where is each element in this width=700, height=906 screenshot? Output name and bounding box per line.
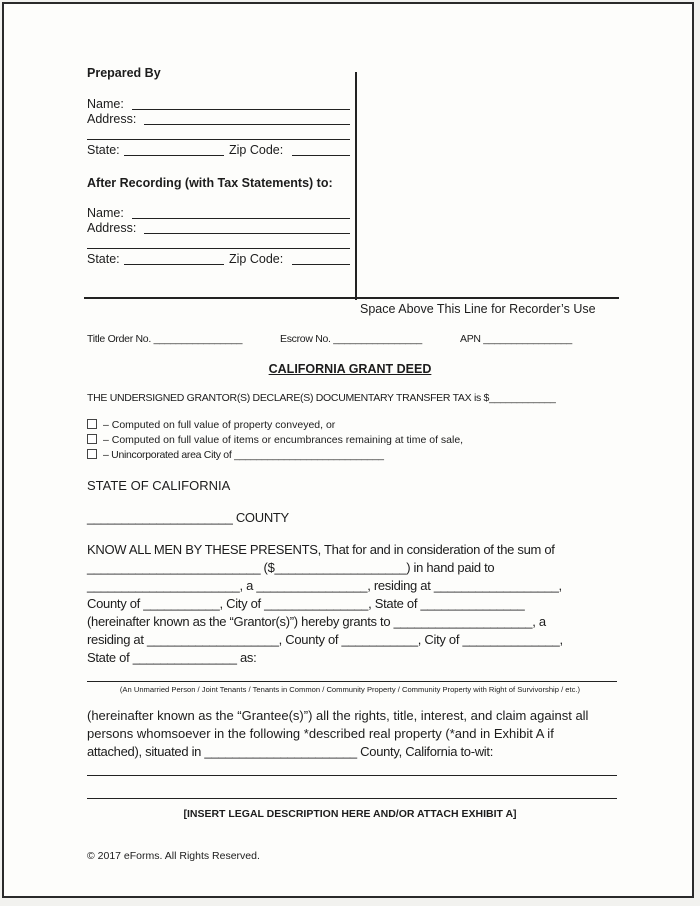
ownership-type-note: (An Unmarried Person / Joint Tenants / Tenants in Common / Community Property / Community Property with Right of Survivorship / etc.)	[119, 685, 581, 694]
recording-name-label: Name:	[87, 206, 124, 220]
checkbox-icon[interactable]	[87, 449, 97, 459]
recorder-divider-vertical	[355, 72, 357, 300]
prepared-address-label: Address:	[87, 112, 137, 126]
deed-title: CALIFORNIA GRANT DEED	[268, 362, 432, 376]
vesting-field[interactable]	[87, 681, 617, 682]
checkbox-icon[interactable]	[87, 434, 97, 444]
transfer-tax-line[interactable]: THE UNDERSIGNED GRANTOR(S) DECLARE(S) DOCUMENTARY TRANSFER TAX is $____________	[87, 392, 556, 404]
recorder-divider-horizontal	[84, 297, 619, 299]
checkbox-row-unincorporated[interactable]: – Unincorporated area City of ___________________________	[87, 449, 384, 461]
body-line-3[interactable]: ______________________, a ________________, residing at __________________,	[87, 578, 562, 593]
prepared-address-field[interactable]	[144, 124, 350, 125]
body-line-1: KNOW ALL MEN BY THESE PRESENTS, That for and in consideration of the sum of	[87, 542, 555, 557]
recording-zip-label: Zip Code:	[229, 252, 284, 266]
recording-state-field[interactable]	[124, 264, 224, 265]
grantee-line-2: persons whomsoever in the following *described real property (*and in Exhibit A if	[87, 726, 554, 741]
body-line-4[interactable]: County of ___________, City of _______________, State of _______________	[87, 596, 525, 611]
body-line-7[interactable]: State of _______________ as:	[87, 650, 257, 665]
recording-zip-field[interactable]	[292, 264, 350, 265]
body-line-2[interactable]: _________________________ ($___________________) in hand paid to	[87, 560, 495, 575]
checkbox-icon[interactable]	[87, 419, 97, 429]
prepared-state-label: State:	[87, 143, 120, 157]
body-line-6[interactable]: residing at ___________________, County of ___________, City of ______________,	[87, 632, 563, 647]
body-line-5[interactable]: (hereinafter known as the “Grantor(s)”) hereby grants to ____________________, a	[87, 614, 546, 629]
after-recording-heading: After Recording (with Tax Statements) to:	[87, 176, 333, 190]
recording-address-field[interactable]	[144, 233, 350, 234]
prepared-by-heading: Prepared By	[87, 66, 161, 80]
prepared-address-field-2[interactable]	[87, 139, 350, 140]
legal-description-instruction: [INSERT LEGAL DESCRIPTION HERE AND/OR ATTACH EXHIBIT A]	[183, 808, 517, 820]
grant-deed-page	[2, 2, 694, 898]
copyright-footer: © 2017 eForms. All Rights Reserved.	[87, 850, 260, 862]
county-line[interactable]: _____________________ COUNTY	[87, 510, 289, 525]
apn-field[interactable]: APN ________________	[460, 333, 572, 345]
legal-description-field-1[interactable]	[87, 775, 617, 776]
recorder-use-note: Space Above This Line for Recorder’s Use	[360, 302, 596, 316]
recording-name-field[interactable]	[132, 218, 350, 219]
escrow-field[interactable]: Escrow No. ________________	[280, 333, 422, 345]
prepared-name-label: Name:	[87, 97, 124, 111]
grantee-line-3[interactable]: attached), situated in ______________________ County, California to-wit:	[87, 744, 494, 759]
checkbox-row-full-value[interactable]: – Computed on full value of property conveyed, or	[87, 419, 335, 431]
title-order-field[interactable]: Title Order No. ________________	[87, 333, 243, 345]
prepared-zip-field[interactable]	[292, 155, 350, 156]
state-of-california: STATE OF CALIFORNIA	[87, 478, 231, 493]
recording-state-label: State:	[87, 252, 120, 266]
prepared-zip-label: Zip Code:	[229, 143, 284, 157]
recording-address-label: Address:	[87, 221, 137, 235]
legal-description-field-2[interactable]	[87, 798, 617, 799]
grantee-line-1: (hereinafter known as the “Grantee(s)”) all the rights, title, interest, and claim against all	[87, 708, 589, 723]
prepared-state-field[interactable]	[124, 155, 224, 156]
checkbox-row-encumbrances[interactable]: – Computed on full value of items or encumbrances remaining at time of sale,	[87, 434, 463, 446]
recording-address-field-2[interactable]	[87, 248, 350, 249]
prepared-name-field[interactable]	[132, 109, 350, 110]
